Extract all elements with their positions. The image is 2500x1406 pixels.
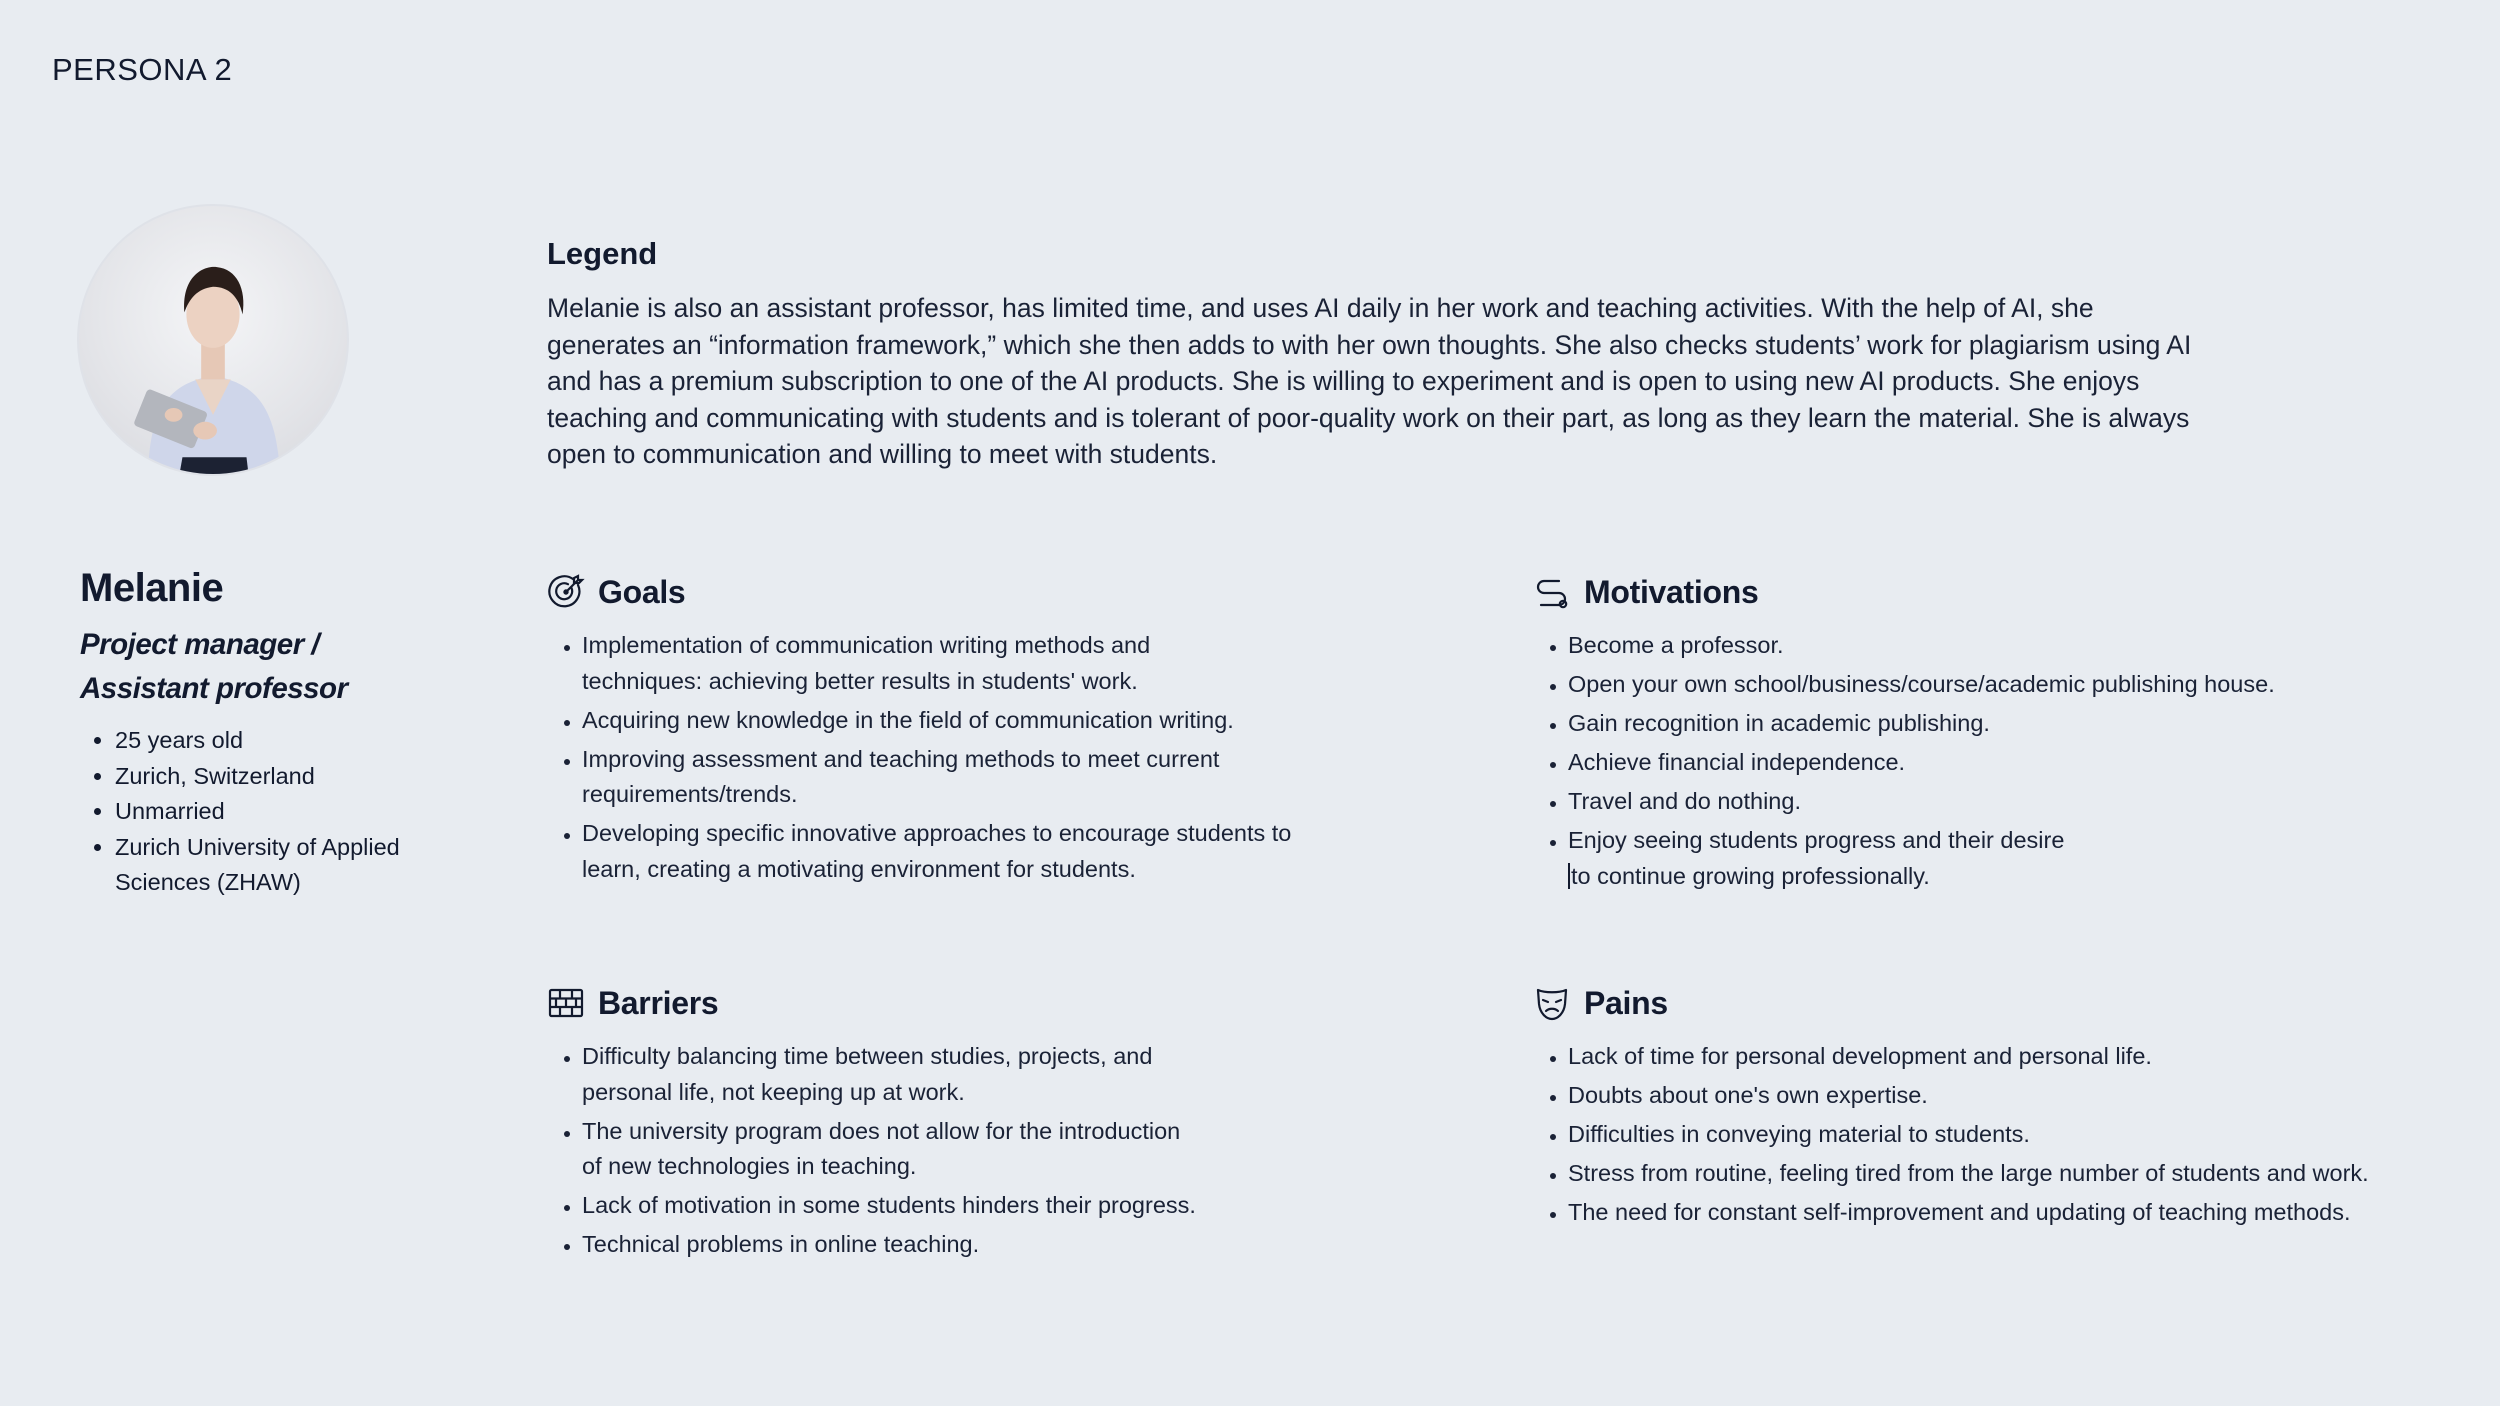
- fact-location: • Zurich, Switzerland: [115, 759, 480, 795]
- pain-item: • Lack of time for personal development and personal life.: [1568, 1039, 2483, 1075]
- motivation-item-line-1: Enjoy seeing students progress and their desire: [1568, 827, 2065, 853]
- barriers-list: [547, 1039, 1447, 1263]
- motivation-item: [1568, 823, 2483, 894]
- pain-item: • Stress from routine, feeling tired from the large number of students and work.: [1568, 1156, 2483, 1192]
- route-icon: [1533, 573, 1571, 611]
- goals-list: [547, 628, 1447, 887]
- legend-title: Legend: [547, 236, 658, 271]
- persona-role-line-1: Project manager /: [80, 628, 320, 661]
- motivations-list: [1533, 628, 2483, 894]
- pains-section: [1533, 981, 2483, 1234]
- pain-item: • The need for constant self-improvement and updating of teaching methods.: [1568, 1195, 2483, 1231]
- profile-card: [80, 566, 480, 901]
- persona-role: [80, 623, 480, 711]
- fact-age: • 25 years old: [115, 723, 480, 759]
- persona-photo: [79, 206, 347, 474]
- brick-wall-icon: [547, 984, 585, 1022]
- motivation-item: • Gain recognition in academic publishing.: [1568, 706, 2483, 742]
- persona-name: Melanie: [80, 566, 224, 610]
- pain-item: • Difficulties in conveying material to students.: [1568, 1117, 2483, 1153]
- text-cursor: [1568, 863, 1570, 889]
- target-icon: [547, 573, 585, 611]
- goal-item: • Improving assessment and teaching methods to meet current requirements/trends.: [582, 742, 1242, 813]
- goals-section: [547, 570, 1447, 891]
- goals-title: Goals: [598, 573, 686, 610]
- pains-title: Pains: [1584, 984, 1668, 1021]
- sad-mask-icon: [1533, 984, 1571, 1022]
- motivation-item: • Achieve financial independence.: [1568, 745, 2483, 781]
- persona-role-line-2: Assistant professor: [80, 672, 348, 705]
- goal-item: • Acquiring new knowledge in the field of communication writing.: [582, 703, 1447, 739]
- page-label: PERSONA 2: [52, 52, 233, 87]
- pain-item: • Doubts about one's own expertise.: [1568, 1078, 2483, 1114]
- barrier-item: • Difficulty balancing time between studies, projects, and personal life, not keeping up at work.: [582, 1039, 1222, 1110]
- motivations-section: [1533, 570, 2483, 898]
- avatar: [77, 204, 349, 476]
- pains-list: [1533, 1039, 2483, 1231]
- motivation-item-line-2: to continue growing professionally.: [1571, 862, 1930, 889]
- fact-marital-status: • Unmarried: [115, 794, 480, 830]
- barrier-item: • Technical problems in online teaching.: [582, 1227, 1447, 1263]
- motivations-title: Motivations: [1584, 573, 1759, 610]
- motivation-item: • Become a professor.: [1568, 628, 2483, 664]
- persona-facts: [80, 723, 480, 901]
- barriers-section: [547, 981, 1447, 1266]
- fact-employer: • Zurich University of Applied Sciences (ZHAW): [115, 830, 480, 901]
- motivation-item: • Open your own school/business/course/academic publishing house.: [1568, 667, 2483, 703]
- barrier-item: • Lack of motivation in some students hinders their progress.: [582, 1188, 1447, 1224]
- motivation-item: • Travel and do nothing.: [1568, 784, 2483, 820]
- barriers-title: Barriers: [598, 984, 719, 1021]
- legend-text: Melanie is also an assistant professor, has limited time, and uses AI daily in her work and teaching activities. With the help of AI, she generates an “information framework,” which she then adds to with her own thoughts. She also checks students’ work for plagiarism using AI and has a premium subscription to one of the AI products. She is willing to experiment and is open to using new AI products. She enjoys teaching and communicating with students and is tolerant of poor-quality work on their part, as long as they learn the material. She is always open to communication and willing to meet with students.: [547, 293, 2192, 469]
- goal-item: • Implementation of communication writing methods and techniques: achieving better results in students' work.: [582, 628, 1262, 699]
- goal-item: • Developing specific innovative approaches to encourage students to learn, creating a motivating environment for students.: [582, 816, 1322, 887]
- barrier-item: • The university program does not allow for the introduction of new technologies in teaching.: [582, 1114, 1182, 1185]
- legend-section: [547, 236, 2207, 473]
